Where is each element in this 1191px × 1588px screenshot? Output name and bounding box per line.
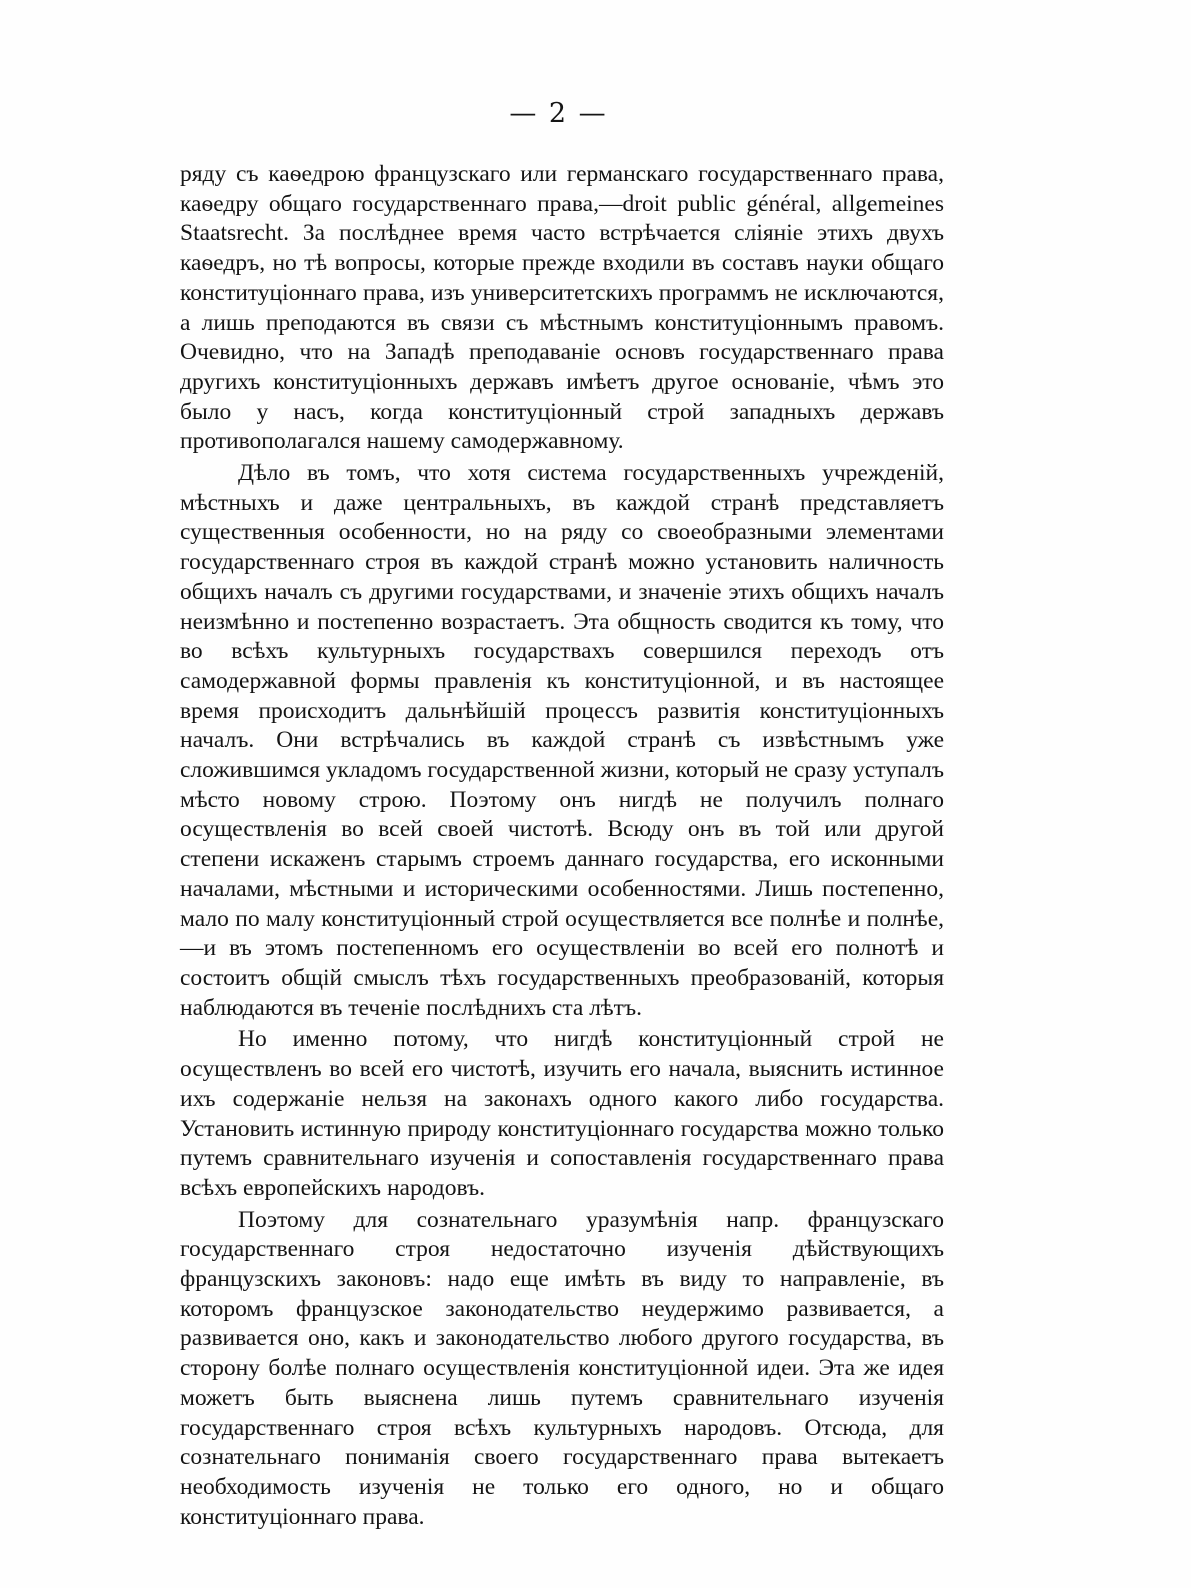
body-text — [180, 160, 944, 1532]
paragraph-1: ряду съ каѳедрою французскаго или германскаго государственнаго права, каѳедру общаго государственнаго права,—droit public général, allgemeines Staatsrecht. За послѣднее время часто встрѣчается сліяніе этихъ двухъ каѳедръ, но тѣ вопросы, которые прежде входили въ составъ науки общаго конституціоннаго права, изъ университетскихъ программъ не исключаются, а лишь преподаются въ связи съ мѣстнымъ конституціоннымъ правомъ. Очевидно, что на Западѣ преподаваніе основъ государственнаго права другихъ конституціонныхъ державъ имѣетъ другое основаніе, чѣмъ это было у насъ, когда конституціонный строй западныхъ державъ противополагался нашему самодержавному. — [180, 161, 944, 455]
page-number: — 2 — — [509, 98, 608, 129]
paragraph-3: Но именно потому, что нигдѣ конституціонный строй не осуществленъ во всей его чистотѣ, изучить его начала, выяснить истинное ихъ содержаніе нельзя на законахъ одного какого либо государства. Установить истинную природу конституціоннаго государства можно только путемъ сравнительнаго изученія и сопоставленія государственнаго права всѣхъ европейскихъ народовъ. — [180, 1026, 944, 1201]
paragraph-2: Дѣло въ томъ, что хотя система государственныхъ учрежденій, мѣстныхъ и даже центральныхъ, въ каждой странѣ представляетъ существенныя особенности, но на ряду со своеобразными элементами государственнаго строя въ каждой странѣ можно установить наличность общихъ началъ съ другими государствами, и значеніе этихъ общихъ началъ неизмѣнно и постепенно возрастаетъ. Эта общность сводится къ тому, что во всѣхъ культурныхъ государствахъ совершился переходъ отъ самодержавной формы правленія къ конституціонной, и въ настоящее время происходитъ дальнѣйшій процессъ развитія конституціонныхъ началъ. Они встрѣчались въ каждой странѣ съ извѣстнымъ уже сложившимся укладомъ государственной жизни, который не сразу уступалъ мѣсто новому строю. Поэтому онъ нигдѣ не получилъ полнаго осуществленія во всей своей чистотѣ. Всюду онъ въ той или другой степени искаженъ старымъ строемъ даннаго государства, его исконными началами, мѣстными и историческими особенностями. Лишь постепенно, мало по малу конституціонный строй осуществляется все полнѣе и полнѣе,—и въ этомъ постепенномъ его осуществленіи во всей его полнотѣ и состоитъ общій смыслъ тѣхъ государственныхъ преобразованій, которыя наблюдаются въ теченіе послѣднихъ ста лѣтъ. — [180, 460, 944, 1021]
paragraph-4: Поэтому для сознательнаго уразумѣнія напр. французскаго государственнаго строя недостаточно изученія дѣйствующихъ французскихъ законовъ: надо еще имѣть въ виду то направленіе, въ которомъ французское законодательство неудержимо развивается, а развивается оно, какъ и законодательство любого другого государства, въ сторону болѣе полнаго осуществленія конституціонной идеи. Эта же идея можетъ быть выяснена лишь путемъ сравнительнаго изученія государственнаго строя всѣхъ культурныхъ народовъ. Отсюда, для сознательнаго пониманія своего государственнаго права вытекаетъ необходимость изученія не только его одного, но и общаго конституціоннаго права. — [180, 1206, 944, 1530]
